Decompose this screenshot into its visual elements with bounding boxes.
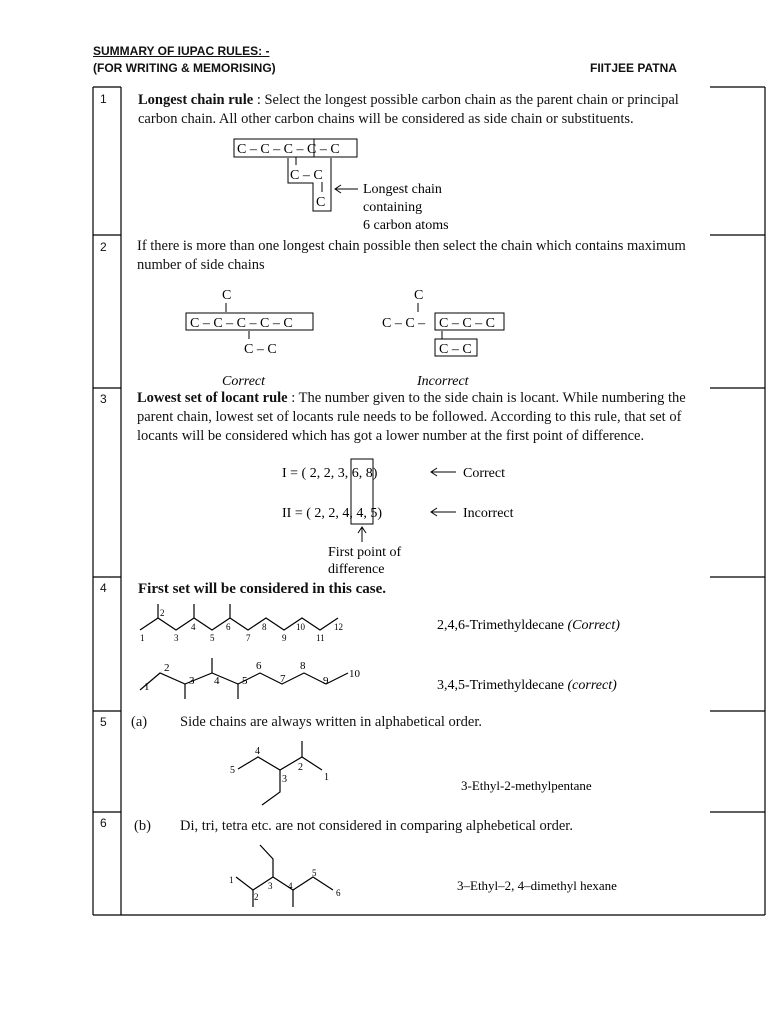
rule4-heading: First set will be considered in this case. <box>138 581 387 597</box>
svg-text:4: 4 <box>288 881 293 891</box>
rule5-text: Side chains are always written in alphabetical order. <box>180 714 482 730</box>
rule5-label: (a) <box>131 714 148 730</box>
svg-text:7: 7 <box>280 673 286 685</box>
svg-text:9: 9 <box>282 633 287 643</box>
svg-text:3: 3 <box>189 675 195 687</box>
svg-text:2,4,6-Trimethyldecane (Correct <box>437 618 620 633</box>
svg-text:6: 6 <box>226 622 231 632</box>
svg-text:C: C <box>414 288 424 303</box>
locant-set-1: I = ( 2, 2, 3, 6, 8) <box>282 466 378 481</box>
svg-text:C – C – C – C – C: C – C – C – C – C <box>190 316 293 331</box>
name-2-tag: (correct) <box>567 678 617 693</box>
rule5-name: 3-Ethyl-2-methylpentane <box>461 778 592 793</box>
row-number: 4 <box>100 581 107 595</box>
rule1-chain-top: C – C – C – C – C <box>237 142 340 157</box>
svg-text:5: 5 <box>242 675 248 687</box>
svg-text:4: 4 <box>191 622 196 632</box>
svg-text:5: 5 <box>312 868 317 878</box>
incorrect-label: Incorrect <box>417 374 469 389</box>
svg-text:C – C – C: C – C – C <box>439 316 496 331</box>
rule1-note-1: Longest chain <box>363 182 442 197</box>
svg-text:10: 10 <box>296 622 305 632</box>
rule6-structure <box>236 845 333 907</box>
rule1-chain-end: C <box>316 195 326 210</box>
svg-text:3: 3 <box>268 881 273 891</box>
rule2-figure <box>186 288 504 389</box>
set2-tag: Incorrect <box>463 506 514 521</box>
row-number: 1 <box>100 92 107 106</box>
row-number: 6 <box>100 816 107 830</box>
svg-text:C – C –: C – C – <box>382 316 426 331</box>
rule6-text: Di, tri, tetra etc. are not considered in comparing alphebetical order. <box>180 818 573 834</box>
svg-text:8: 8 <box>262 622 267 632</box>
difference-note-2: difference <box>328 562 385 577</box>
page-title: SUMMARY OF IUPAC RULES: - <box>93 44 270 58</box>
svg-text:11: 11 <box>316 633 325 643</box>
rule2-text: If there is more than one longest chain possible then select the chain which contains maximum number of side chains <box>137 238 686 273</box>
svg-text:C – C: C – C <box>439 342 472 357</box>
rule1-text: Longest chain rule : Select the longest possible carbon chain as the parent chain or principal carbon chain. All other carbon chains will be considered as side chain or substituents. <box>138 92 679 127</box>
institute-name: FIITJEE PATNA <box>590 61 677 75</box>
svg-text:C – C: C – C <box>244 342 277 357</box>
svg-text:5: 5 <box>230 765 235 776</box>
rule3-text: Lowest set of locant rule : The number given to the side chain is locant. While numbering the parent chain, lowest set of locants rule needs to be followed. According to this rule, that set of locants will be considered which has got a lower number at the first point of difference. <box>137 390 686 444</box>
svg-text:2: 2 <box>254 892 259 902</box>
svg-text:2: 2 <box>164 662 170 674</box>
svg-text:4: 4 <box>255 746 260 757</box>
svg-text:1: 1 <box>324 772 329 783</box>
rule5-structure <box>238 741 322 805</box>
svg-text:1: 1 <box>144 681 150 693</box>
svg-text:10: 10 <box>349 668 360 680</box>
name-1-tag: (Correct) <box>567 618 620 633</box>
correct-label: Correct <box>222 374 266 389</box>
svg-text:3: 3 <box>282 774 287 785</box>
row-number: 5 <box>100 715 107 729</box>
svg-text:9: 9 <box>323 675 329 687</box>
rule6-name: 3–Ethyl–2, 4–dimethyl hexane <box>457 878 617 893</box>
svg-text:12: 12 <box>334 622 343 632</box>
svg-text:7: 7 <box>246 633 251 643</box>
svg-text:2: 2 <box>298 762 303 773</box>
locant-set-2: II = ( 2, 2, 4, 4, 5) <box>282 506 383 521</box>
name-2: 3,4,5-Trimethyldecane <box>437 678 565 693</box>
svg-text:2: 2 <box>160 608 165 618</box>
table-grid <box>93 87 765 915</box>
rule1-note-3: 6 carbon atoms <box>363 218 449 233</box>
rule1-note-2: containing <box>363 200 423 215</box>
page-subtitle: (FOR WRITING & MEMORISING) <box>93 61 276 75</box>
svg-text:8: 8 <box>300 660 306 672</box>
rule3-figure <box>282 459 514 577</box>
svg-text:1: 1 <box>140 633 145 643</box>
rule1-figure <box>234 139 449 233</box>
svg-text:1: 1 <box>229 875 234 885</box>
svg-text:C: C <box>222 288 232 303</box>
svg-text:4: 4 <box>214 675 220 687</box>
svg-text:6: 6 <box>256 660 262 672</box>
svg-text:3,4,5-Trimethyldecane (correct <box>437 678 617 693</box>
rule4-names <box>437 618 620 693</box>
name-1: 2,4,6-Trimethyldecane <box>437 618 565 633</box>
rule6-label: (b) <box>134 818 151 834</box>
svg-text:3: 3 <box>174 633 179 643</box>
set1-tag: Correct <box>463 466 505 481</box>
row-number: 2 <box>100 240 107 254</box>
svg-text:6: 6 <box>336 888 341 898</box>
rule1-chain-mid: C – C <box>290 168 323 183</box>
row-number: 3 <box>100 392 107 406</box>
difference-note-1: First point of <box>328 545 402 560</box>
svg-text:5: 5 <box>210 633 215 643</box>
